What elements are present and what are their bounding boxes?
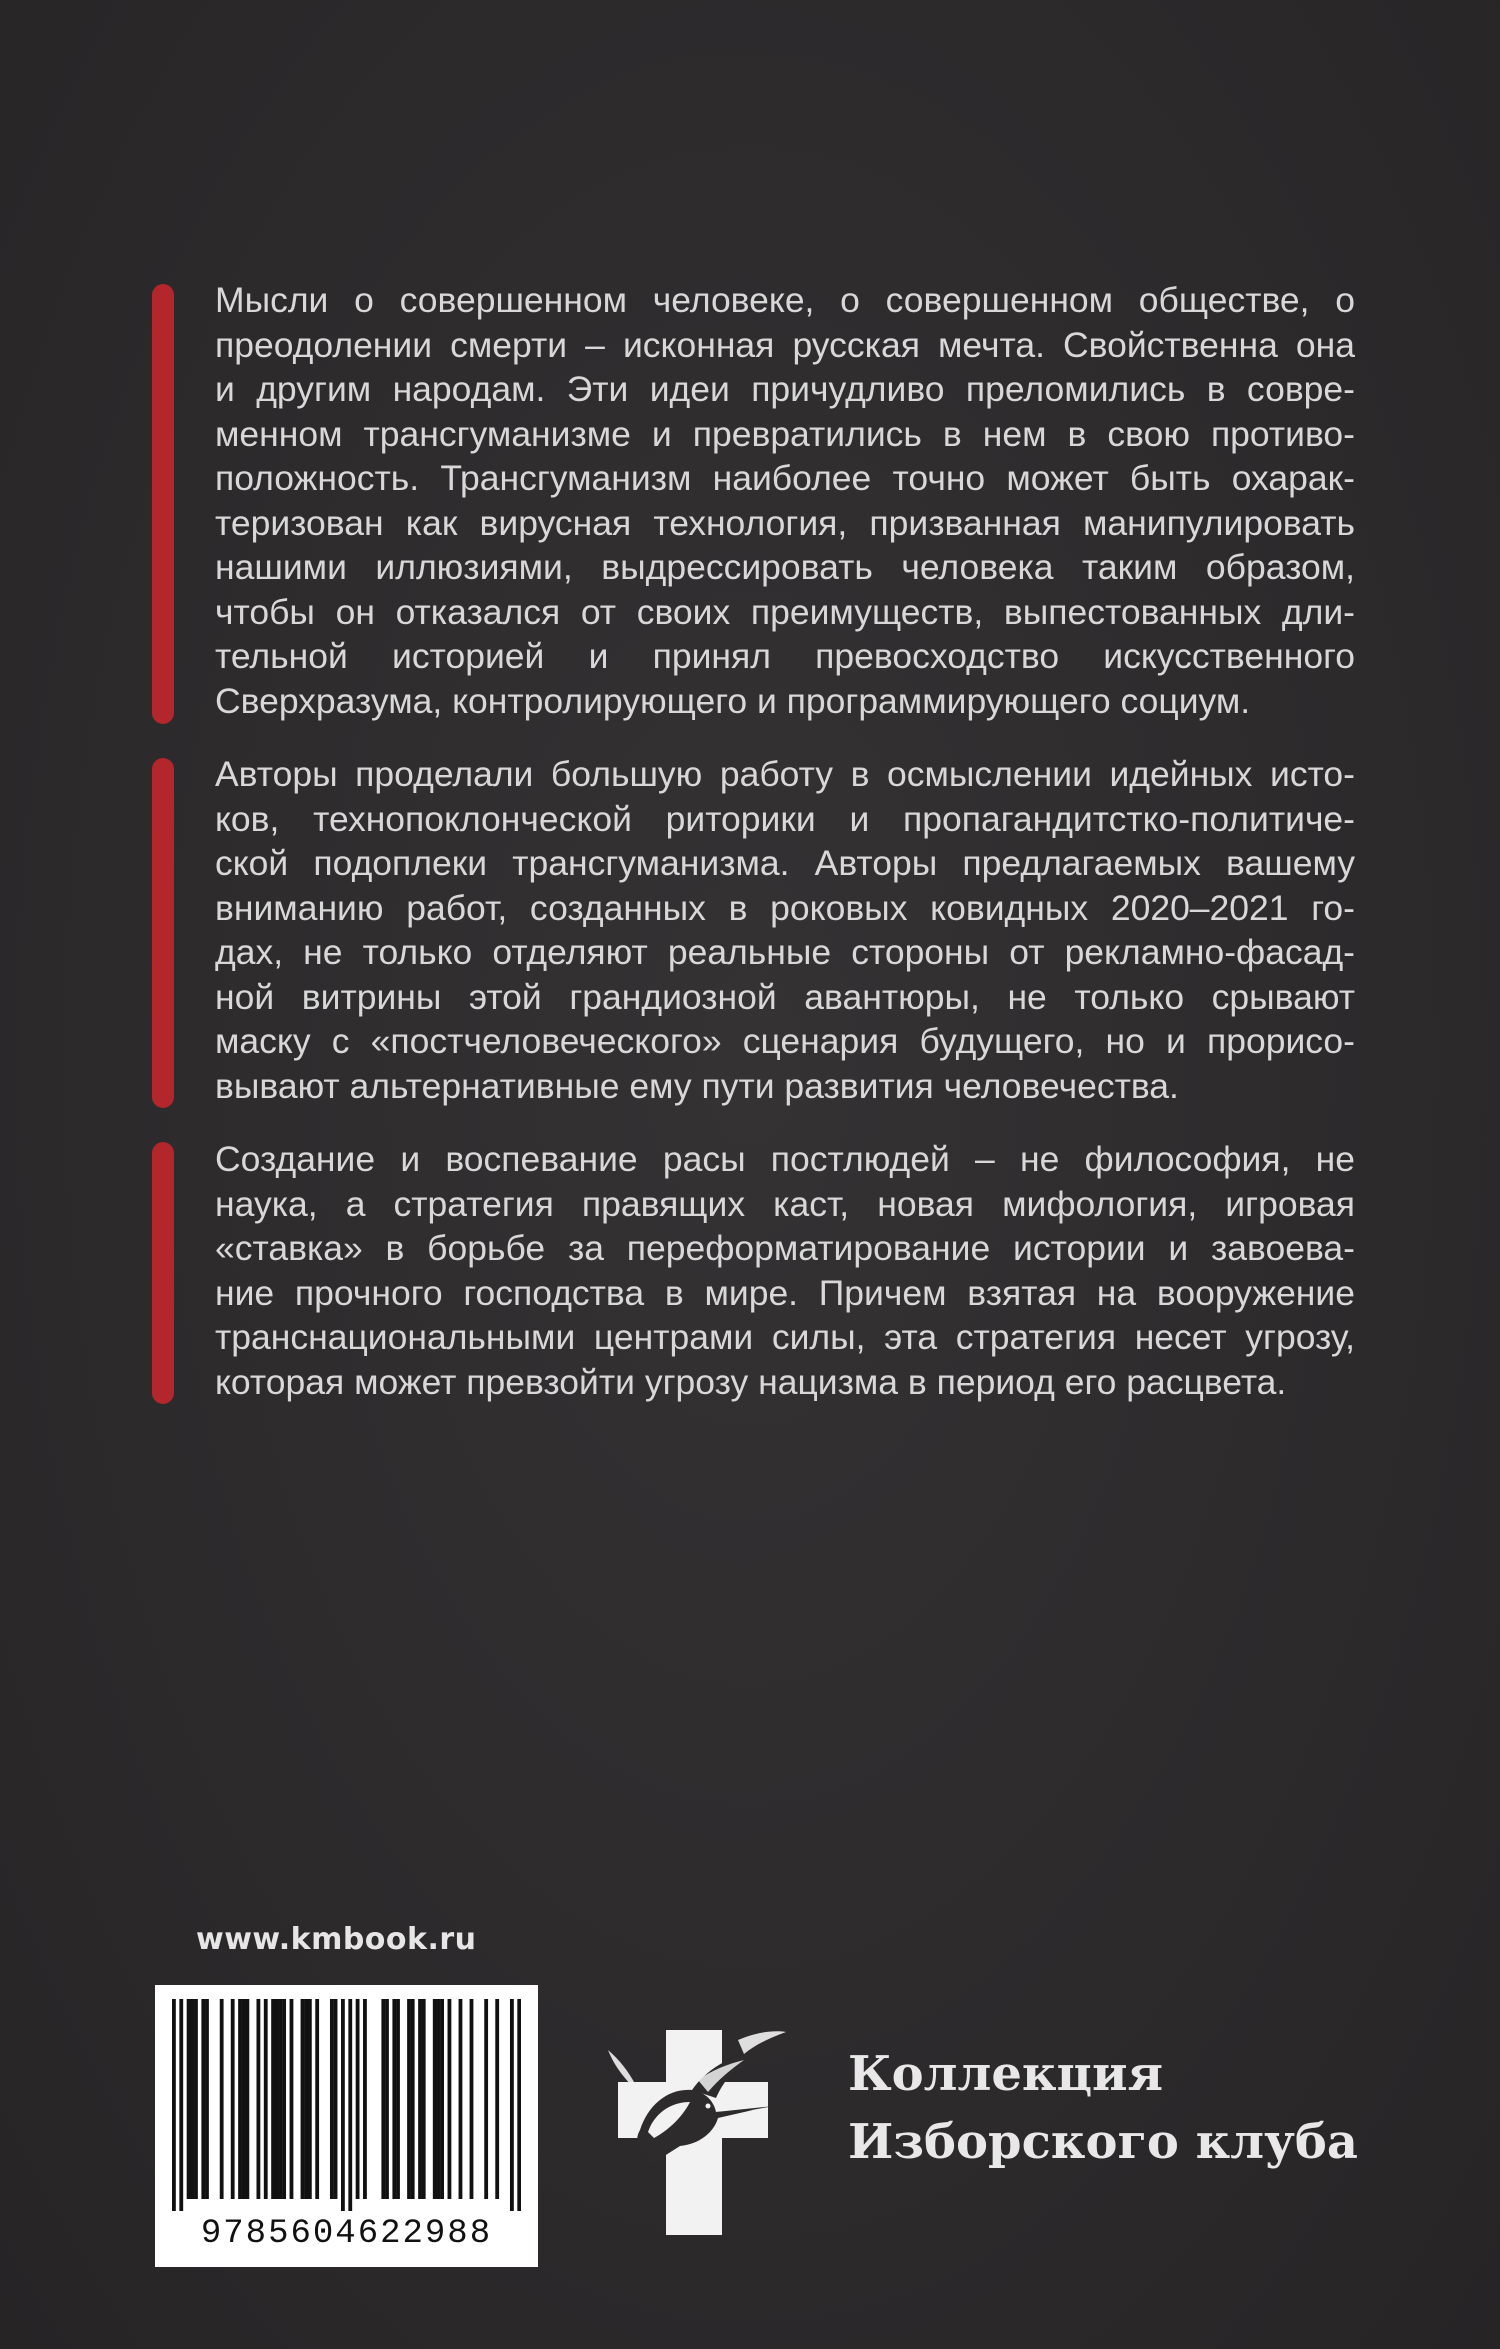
barcode-bar (341, 1999, 345, 2211)
text-line: дах, не только отделяют реальные стороны от рекламно-фасад- (215, 932, 1355, 972)
barcode-bar (440, 1999, 444, 2199)
accent-bar (152, 284, 174, 724)
barcode-bar (245, 1999, 249, 2199)
text-line: ние прочного господства в мире. Причем взятая на вооружение (215, 1272, 1355, 1313)
text-line: положность. Трансгуманизм наиболее точно может быть охарак- (215, 458, 1355, 498)
text-line: нашими иллюзиями, выдрессировать человека таким образом, (215, 547, 1355, 587)
barcode-bar (411, 1999, 415, 2199)
annotation-paragraph-3 (215, 1137, 1355, 1404)
barcode-bar (517, 1999, 521, 2211)
barcode-bar (437, 1999, 441, 2199)
text-line: теризован как вирусная технология, призванная манипулировать (215, 502, 1355, 543)
barcode-bar (271, 1999, 275, 2199)
barcode-bar (279, 1999, 283, 2199)
text-line: наука, а стратегия правящих каст, новая мифология, игровая (215, 1183, 1355, 1224)
text-line: вниманию работ, созданных в роковых ковидных 2020–2021 го- (215, 887, 1355, 928)
barcode-bar (470, 1999, 474, 2199)
text-line: которая может превзойти угрозу нацизма в период его расцвета. (215, 1361, 1287, 1402)
barcode-bar (290, 1999, 294, 2199)
barcode-bar (459, 1999, 463, 2199)
barcode-bar (422, 1999, 426, 2199)
text-line: преодолении смерти – исконная русская мечта. Свойственна она (215, 324, 1355, 365)
text-line: менном трансгуманизме и превратились в нем в свою противо- (215, 413, 1355, 454)
barcode-digits: 9785604622988 (200, 2215, 493, 2253)
barcode-bar (433, 1999, 437, 2199)
text-line: Мысли о совершенном человеке, о совершенном обществе, о (215, 280, 1355, 320)
text-line: Сверхразума, контролирующего и программирующего социум. (215, 680, 1251, 721)
accent-bar (152, 758, 174, 1108)
barcode-bar (356, 1999, 360, 2199)
text-line: транснациональными центрами силы, эта стратегия несет угрозу, (215, 1317, 1355, 1357)
text-line: ной витрины этой грандиозной авантюры, не только срывают (215, 976, 1355, 1017)
barcode-bar (407, 1999, 411, 2199)
collection-title (848, 2040, 1358, 2176)
barcode-bar (484, 1999, 488, 2199)
barcode-bar (385, 1999, 389, 2199)
barcode-bar (264, 1999, 268, 2199)
text-line: маску с «постчеловеческого» сценария будущего, но и прорисо- (215, 1021, 1355, 1061)
barcode-bar (190, 1999, 194, 2199)
barcode-bar (231, 1999, 235, 2199)
barcode-bar (330, 1999, 334, 2199)
barcode-bar (418, 1999, 422, 2199)
isbn-barcode (155, 1985, 538, 2267)
text-line: ской подоплеки трансгуманизма. Авторы предлагаемых вашему (215, 843, 1355, 883)
cross-with-stork-logo-icon (588, 2010, 798, 2250)
barcode-bar (205, 1999, 209, 2199)
text-line: Создание и воспевание расы постлюдей – не философия, не (215, 1139, 1355, 1179)
barcode-bar (495, 1999, 499, 2199)
annotation-paragraph-1 (215, 278, 1355, 723)
barcode-bar (187, 1999, 191, 2199)
barcode-bar (392, 1999, 396, 2199)
accent-bar (152, 1142, 174, 1404)
text-line: тельной историей и принял превосходство искусственного (215, 636, 1355, 676)
barcode-bar (304, 1999, 308, 2199)
text-line: и другим народам. Эти идеи причудливо преломились в совре- (215, 369, 1355, 409)
barcode-bar (315, 1999, 319, 2199)
barcode-bar (256, 1999, 260, 2199)
barcode-bar (301, 1999, 305, 2199)
barcode-bars (172, 1999, 521, 2211)
collection-title-line-2: Изборского клуба (848, 2114, 1358, 2170)
barcode-bar (448, 1999, 452, 2199)
text-line: «ставка» в борьбе за переформатирование истории и завоева- (215, 1228, 1355, 1268)
barcode-bar (242, 1999, 246, 2199)
text-line: Авторы проделали большую работу в осмыслении идейных исто- (215, 754, 1355, 794)
barcode-bar (282, 1999, 286, 2199)
barcode-bar (348, 1999, 352, 2211)
barcode-bar (179, 1999, 183, 2211)
barcode-bar (510, 1999, 514, 2211)
barcode-bar (201, 1999, 205, 2199)
barcode-bar (334, 1999, 338, 2199)
barcode-bar (381, 1999, 385, 2199)
barcode-bar (194, 1999, 198, 2199)
barcode-bar (220, 1999, 224, 2199)
annotation-paragraph-2 (215, 752, 1355, 1108)
barcode-bar (363, 1999, 367, 2199)
barcode-bar (275, 1999, 279, 2199)
text-line: чтобы он отказался от своих преимуществ, выпестованных дли- (215, 591, 1355, 632)
barcode-bar (308, 1999, 312, 2199)
barcode-bar (238, 1999, 242, 2199)
text-line: вывают альтернативные ему пути развития человечества. (215, 1065, 1179, 1106)
barcode-bar (396, 1999, 400, 2199)
publisher-website: www.kmbook.ru (196, 1922, 477, 1957)
text-line: ков, технопоклонческой риторики и пропагандитстко-политиче- (215, 798, 1355, 839)
collection-title-line-1: Коллекция (848, 2046, 1164, 2102)
barcode-bar (172, 1999, 176, 2211)
